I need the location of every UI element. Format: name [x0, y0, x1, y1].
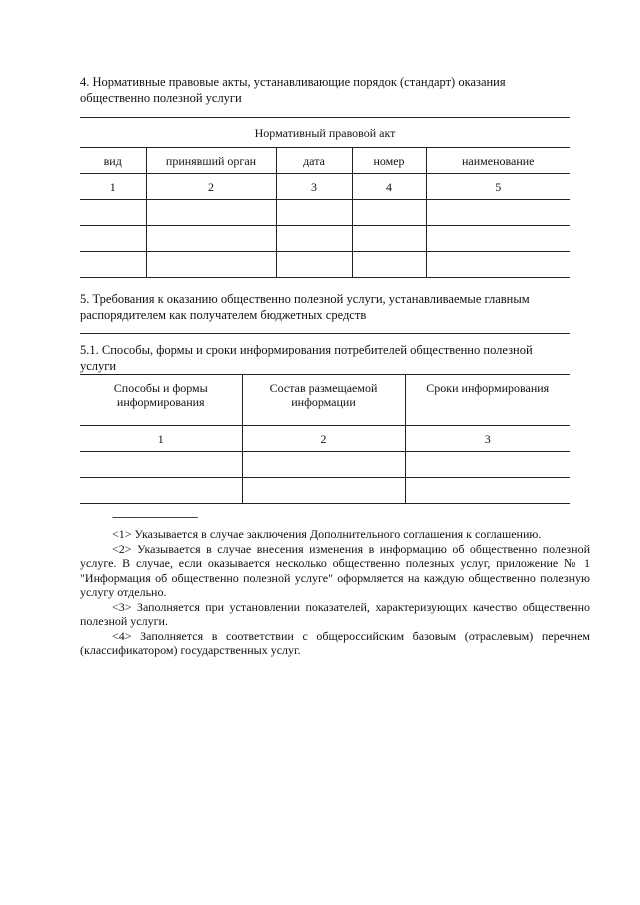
empty-cell[interactable]: [276, 252, 352, 278]
empty-cell[interactable]: [276, 226, 352, 252]
column-number: 1: [80, 174, 146, 200]
header-cell-methods: Способы и формы информирования: [80, 375, 242, 426]
footnote-2: <2> Указывается в случае внесения изменения в информацию об общественно полезной услуге. В случае, если оказывается несколько общественно полезных услуг, приложение № 1 "Информация об общественно полезной услуге" оформляется на каждую общественно полезную услугу отдельно.: [80, 541, 590, 599]
column-number: 2: [242, 426, 405, 452]
empty-cell[interactable]: [146, 200, 276, 226]
empty-cell[interactable]: [426, 200, 570, 226]
table-row: [80, 478, 570, 504]
empty-cell[interactable]: [352, 200, 426, 226]
normative-act-title-cell: Нормативный правовой акт: [80, 118, 570, 148]
empty-cell[interactable]: [426, 226, 570, 252]
empty-cell[interactable]: [80, 226, 146, 252]
information-methods-table-wrapper: [80, 374, 570, 504]
header-cell-name: наименование: [426, 148, 570, 174]
empty-cell[interactable]: [352, 226, 426, 252]
table-row: [80, 452, 570, 478]
column-number: 5: [426, 174, 570, 200]
column-number: 1: [80, 426, 242, 452]
empty-cell[interactable]: [146, 252, 276, 278]
table-number-row: [80, 174, 570, 200]
table-header-row: [80, 375, 570, 426]
empty-cell[interactable]: [80, 478, 242, 504]
section-5-1-heading: 5.1. Способы, формы и сроки информирования потребителей общественно полезной услуги: [80, 343, 533, 373]
empty-cell[interactable]: [242, 478, 405, 504]
empty-cell[interactable]: [426, 252, 570, 278]
empty-cell[interactable]: [80, 252, 146, 278]
header-cell-content: Состав размещаемой информации: [242, 375, 405, 426]
column-number: 3: [276, 174, 352, 200]
table-row: [80, 252, 570, 278]
table-row: [80, 200, 570, 226]
footnote-1: <1> Указывается в случае заключения Дополнительного соглашения к соглашению.: [112, 527, 542, 541]
header-cell-terms: Сроки информирования: [405, 375, 570, 426]
normative-acts-table: [80, 118, 570, 278]
empty-cell[interactable]: [80, 200, 146, 226]
footnote-4: <4> Заполняется в соответствии с общероссийским базовым (отраслевым) перечнем (классификатором) государственных услуг.: [80, 628, 590, 657]
header-cell-date: дата: [276, 148, 352, 174]
empty-cell[interactable]: [80, 452, 242, 478]
information-methods-table: [80, 375, 570, 504]
empty-cell[interactable]: [146, 226, 276, 252]
column-number: 3: [405, 426, 570, 452]
section-4-heading: 4. Нормативные правовые акты, устанавливающие порядок (стандарт) оказания общественно полезной услуги: [80, 75, 506, 105]
empty-cell[interactable]: [405, 478, 570, 504]
empty-cell[interactable]: [352, 252, 426, 278]
header-cell-type: вид: [80, 148, 146, 174]
column-number: 2: [146, 174, 276, 200]
table-header-row: [80, 148, 570, 174]
table-number-row: [80, 426, 570, 452]
header-cell-number: номер: [352, 148, 426, 174]
section-5-heading: 5. Требования к оказанию общественно полезной услуги, устанавливаемые главным распорядителем как получателем бюджетных средств: [80, 292, 530, 322]
column-number: 4: [352, 174, 426, 200]
footnotes: [80, 527, 590, 658]
empty-cell[interactable]: [405, 452, 570, 478]
footnote-separator: --------------------------------: [112, 511, 198, 523]
section-5-fill-line[interactable]: [80, 333, 570, 334]
header-cell-authority: принявший орган: [146, 148, 276, 174]
normative-acts-table-wrapper: [80, 117, 570, 278]
empty-cell[interactable]: [276, 200, 352, 226]
table-row: [80, 226, 570, 252]
empty-cell[interactable]: [242, 452, 405, 478]
footnote-3: <3> Заполняется при установлении показателей, характеризующих качество общественно полезной услуги.: [80, 599, 590, 628]
